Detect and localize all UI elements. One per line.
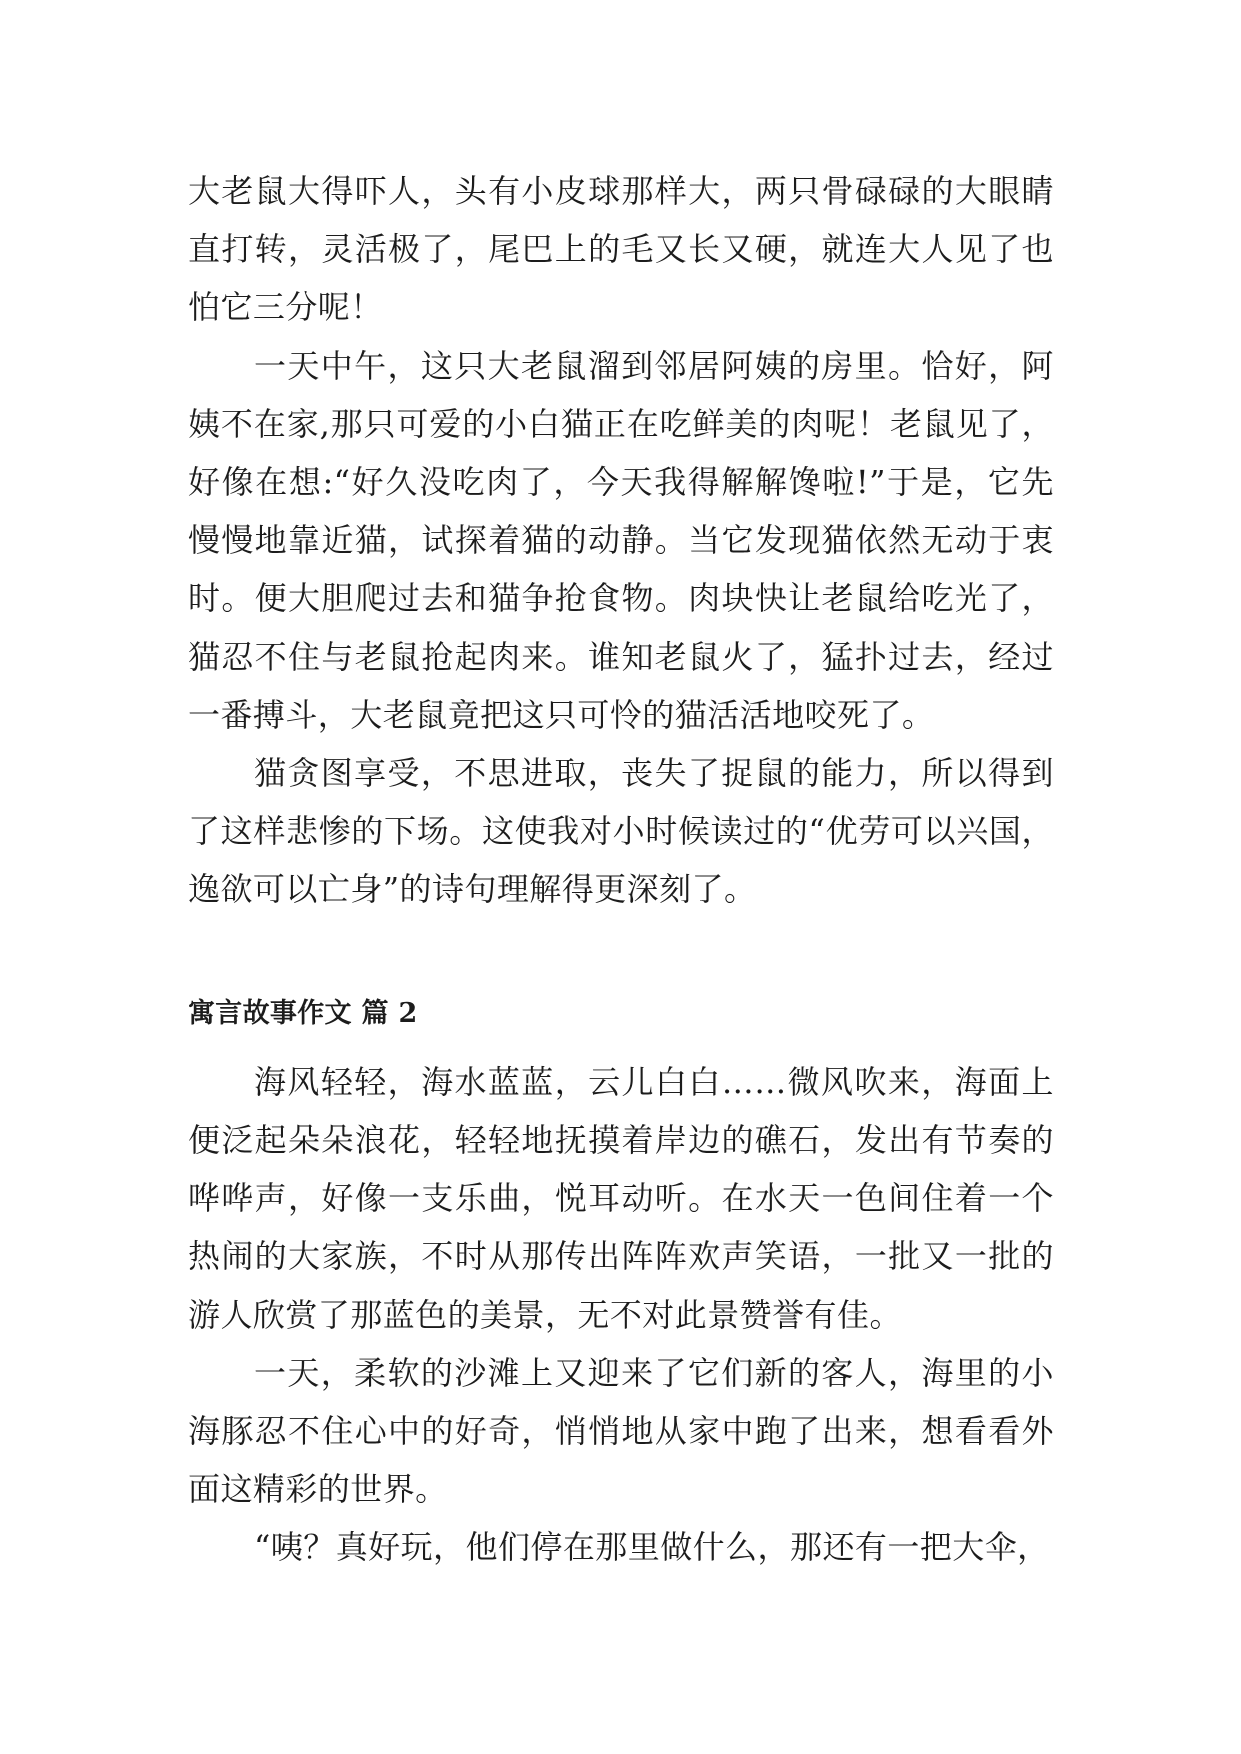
paragraph: 海风轻轻，海水蓝蓝，云儿白白……微风吹来，海面上便泛起朵朵浪花，轻轻地抚摸着岸边的礁石，发出有节奏的哗哗声，好像一支乐曲，悦耳动听。在水天一色间住着一个热闹的大家族，不时从那传出阵阵欢声笑语，一批又一批的游人欣赏了那蓝色的美景，无不对此景赞誉有佳。 — [188, 1062, 1054, 1334]
document-body — [188, 162, 1054, 1577]
paragraph: 一天，柔软的沙滩上又迎来了它们新的客人，海里的小海豚忍不住心中的好奇，悄悄地从家中跑了出来，想看看外面这精彩的世界。 — [188, 1353, 1054, 1509]
paragraph: 一天中午，这只大老鼠溜到邻居阿姨的房里。恰好，阿姨不在家,那只可爱的小白猫正在吃鲜美的肉呢！老鼠见了，好像在想:“好久没吃肉了，今天我得解解馋啦!”于是，它先慢慢地靠近猫，试探着猫的动静。当它发现猫依然无动于衷时。便大胆爬过去和猫争抢食物。肉块快让老鼠给吃光了，猫忍不住与老鼠抢起肉来。谁知老鼠火了，猛扑过去，经过一番搏斗，大老鼠竟把这只可怜的猫活活地咬死了。 — [188, 346, 1054, 734]
paragraph: “咦？真好玩，他们停在那里做什么，那还有一把大伞， — [254, 1528, 1050, 1567]
paragraph: 猫贪图享受，不思进取，丧失了捉鼠的能力，所以得到了这样悲惨的下场。这使我对小时候读过的“优劳可以兴国，逸欲可以亡身”的诗句理解得更深刻了。 — [188, 754, 1054, 909]
paragraph: 大老鼠大得吓人，头有小皮球那样大，两只骨碌碌的大眼睛直打转，灵活极了，尾巴上的毛又长又硬，就连大人见了也怕它三分呢！ — [188, 172, 1054, 327]
section-title: 寓言故事作文 篇 2 — [188, 997, 418, 1029]
